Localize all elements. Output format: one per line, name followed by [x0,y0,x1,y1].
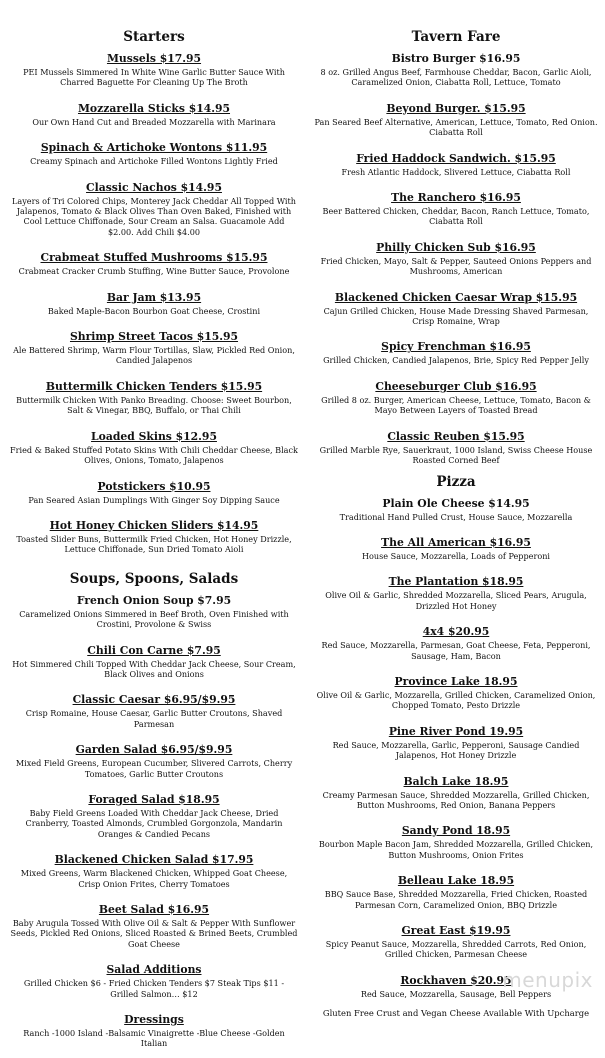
menu-item [8,325,300,366]
starters-section [8,30,300,555]
menu-item-description: Beer Battered Chicken, Cheddar, Bacon, Ranch Lettuce, Tomato, Ciabatta Roll [322,206,590,227]
menu-item-description: Layers of Tri Colored Chips, Monterey Jack Cheddar All Topped With Jalapenos, Tomato & Black Olives Than Oven Baked, Finished with Cool Lettuce Chiffonade, Sour Cream an Salsa. Guacamole Add $2.00. Add Chili $4.00 [12,195,296,237]
menu-item [312,47,600,88]
menu-item-name: Bistro Burger $16.95 [391,52,521,65]
menu-item-description: Bourbon Maple Bacon Jam, Shredded Mozzarella, Grilled Chicken, Button Mushrooms, Onion Frites [318,839,594,860]
menu-item-name: Beyond Burger. $15.95 [386,101,526,115]
menu-item [8,688,300,729]
menu-item-name: Province Lake 18.95 [394,674,518,688]
starters-list [8,47,300,555]
right-column [312,30,600,1019]
menu-item [312,720,600,761]
menu-item [312,492,600,522]
menu-item [312,236,600,277]
menu-item-name: Belleau Lake 18.95 [397,874,515,888]
menu-item-name: 4x4 $20.95 [422,625,490,639]
menu-item-name: Beet Salad $16.95 [98,903,210,916]
menu-item [8,286,300,316]
menu-item-description: Olive Oil & Garlic, Shredded Mozzarella, Sliced Pears, Arugula, Drizzled Hot Honey [325,590,587,611]
menu-item [8,639,300,680]
menu-item [8,848,300,889]
menu-item [312,335,600,365]
menu-item-description: Baby Field Greens Loaded With Cheddar Jack Cheese, Dried Cranberry, Toasted Almonds, Crumbled Gorgonzola, Mandarin Oranges & Candied Pecans [25,807,283,839]
menu-item-name: Great East $19.95 [401,924,511,937]
section-title-tavern: Tavern Fare [411,29,501,45]
menu-item-description: BBQ Sauce Base, Shredded Mozzarella, Fried Chicken, Roasted Parmesan Corn, Caramelized Onion, BBQ Drizzle [324,889,588,910]
menu-item-name: Sandy Pond 18.95 [401,824,511,838]
menu-item [8,898,300,949]
menu-item-description: Caramelized Onions Simmered in Beef Broth, Oven Finished with Crostini, Provolone & Swiss [19,608,289,630]
menu-item [8,958,300,999]
menu-item [8,738,300,779]
menu-item-description: Baked Maple-Bacon Bourbon Goat Cheese, Crostini [47,305,261,316]
menu-item-description: Grilled Marble Rye, Sauerkraut, 1000 Island, Swiss Cheese House Roasted Corned Beef [319,444,593,466]
menu-item-name: Balch Lake 18.95 [403,774,509,788]
menu-item [8,176,300,238]
menu-item-description: Olive Oil & Garlic, Mozzarella, Grilled Chicken, Caramelized Onion, Chopped Tomato, Pesto Drizzle [316,689,596,711]
menu-item-description: Fried & Baked Stuffed Potato Skins With Chili Cheddar Cheese, Black Olives, Onions, Tomato, Jalapenos [10,444,298,466]
menu-item-name: Mussels $17.95 [106,52,202,65]
menu-item-description: Pan Seared Asian Dumplings With Ginger Soy Dipping Sauce [28,494,280,505]
menu-item [8,788,300,839]
menu-item-description: Crabmeat Cracker Crumb Stuffing, Wine Butter Sauce, Provolone [18,266,290,277]
menu-item-name: Cheeseburger Club $16.95 [375,379,537,393]
menu-item [8,589,300,630]
menu-item [8,425,300,466]
menu-item-name: Plain Ole Cheese $14.95 [382,496,530,510]
menu-item-description: 8 oz. Grilled Angus Beef, Farmhouse Cheddar, Bacon, Garlic Aioli, Caramelized Onion, Ciabatta Roll, Lettuce, Tomato [320,67,592,88]
pizza-note: Gluten Free Crust and Vegan Cheese Available With Upcharge [322,1008,590,1019]
menu-item [312,147,600,177]
menu-item-description: Cajun Grilled Chicken, House Made Dressing Shaved Parmesan, Crisp Romaine, Wrap [323,305,589,327]
menu-item [8,375,300,416]
menu-item-description: PEI Mussels Simmered In White Wine Garlic Butter Sauce With Charred Baguette For Cleaning Up The Broth [23,67,285,88]
menu-item [312,819,600,860]
menu-item-name: Foraged Salad $18.95 [88,792,220,806]
menu-item-name: Fried Haddock Sandwich. $15.95 [356,151,556,165]
menu-item-description: Our Own Hand Cut and Breaded Mozzarella with Marinara [32,116,276,127]
menu-item-description: Red Sauce, Mozzarella, Garlic, Pepperoni, Sausage Candied Jalapenos, Hot Honey Drizzle [332,739,580,761]
menu-item-name: Shrimp Street Tacos $15.95 [69,330,239,344]
menu-item-description: Red Sauce, Mozzarella, Parmesan, Goat Cheese, Feta, Pepperoni, Sausage, Ham, Bacon [321,640,591,661]
menu-item-description: Grilled Chicken, Candied Jalapenos, Brie, Spicy Red Pepper Jelly [323,355,589,366]
menu-item [312,375,600,416]
section-title-pizza: Pizza [436,473,476,490]
soups-list [8,589,300,1049]
pizza-section [312,475,600,1020]
menu-item-name: Loaded Skins $12.95 [91,429,217,443]
menu-item-description: Buttermilk Chicken With Panko Breading. Choose: Sweet Bourbon, Salt & Vinegar, BBQ, Buffalo, or Thai Chili [16,394,292,416]
menu-item [8,475,300,505]
menu-item [8,47,300,88]
menu-item-name: Philly Chicken Sub $16.95 [376,240,536,254]
menu-item-name: Garden Salad $6.95/$9.95 [75,743,233,757]
menu-item [312,620,600,661]
tavern-list [312,47,600,466]
menu-item-description: Mixed Greens, Warm Blackened Chicken, Whipped Goat Cheese, Crisp Onion Frites, Cherry Tomatoes [20,868,288,889]
menu-item [8,136,300,166]
menu-item [312,570,600,611]
menu-item-description: Fried Chicken, Mayo, Salt & Pepper, Sauteed Onions Peppers and Mushrooms, American [320,255,592,277]
menu-item-name: Buttermilk Chicken Tenders $15.95 [45,379,263,393]
menu-item [312,186,600,227]
menu-item [8,1008,300,1049]
menu-item-description: Pan Seared Beef Alternative, American, Lettuce, Tomato, Red Onion. Ciabatta Roll [314,116,598,138]
menu-item-description: Traditional Hand Pulled Crust, House Sauce, Mozzarella [339,511,573,522]
menu-item-description: Creamy Spinach and Artichoke Filled Wontons Lightly Fried [30,156,278,167]
pizza-list [312,492,600,1000]
menu-item-name: Hot Honey Chicken Sliders $14.95 [49,518,259,532]
menu-item-name: Salad Additions [106,963,202,977]
menu-item-description: Toasted Slider Buns, Buttermilk Fried Chicken, Hot Honey Drizzle, Lettuce Chiffonade, Sun Dried Tomato Aioli [16,533,292,555]
menu-item-description: Red Sauce, Mozzarella, Sausage, Bell Peppers [360,988,552,999]
menu-item-name: Potstickers $10.95 [97,479,211,493]
menu-item-name: The All American $16.95 [381,535,531,549]
tavern-section [312,30,600,466]
menu-item-name: Mozzarella Sticks $14.95 [77,101,231,115]
menu-item-name: The Ranchero $16.95 [391,191,521,205]
menu-item-description: Ale Battered Shrimp, Warm Flour Tortillas, Slaw, Pickled Red Onion, Candied Jalapenos [13,345,295,366]
menu-item [312,286,600,327]
menu-item-name: Pine River Pond 19.95 [388,724,524,738]
menu-item [8,97,300,127]
section-title-starters: Starters [123,29,185,45]
menu-item [312,531,600,561]
menu-item-name: Spicy Frenchman $16.95 [381,340,531,354]
menu-item-description: Hot Simmered Chili Topped With Cheddar Jack Cheese, Sour Cream, Black Olives and Onions [12,658,296,679]
menu-item-name: Classic Nachos $14.95 [86,180,222,194]
menu-item [312,97,600,138]
menu-item-name: Rockhaven $20.95 [400,973,512,987]
menu-item-name: Blackened Chicken Salad $17.95 [54,853,254,867]
menu-item-name: French Onion Soup $7.95 [76,593,232,607]
menu-item-description: Mixed Field Greens, European Cucumber, Slivered Carrots, Cherry Tomatoes, Garlic Butter Croutons [15,758,293,779]
menu-item [8,246,300,276]
menu-item-name: Bar Jam $13.95 [106,290,202,304]
menu-item-description: Baby Arugula Tossed With Olive Oil & Salt & Pepper With Sunflower Seeds, Pickled Red Onions, Sliced Roasted & Brined Beets, Crumbled Goat Cheese [10,918,298,949]
menu-item-name: Blackened Chicken Caesar Wrap $15.95 [334,290,578,304]
menu-item [312,770,600,811]
menupix-watermark: menupix [502,968,593,992]
menu-item [312,919,600,960]
menu-item-description: Grilled 8 oz. Burger, American Cheese, Lettuce, Tomato, Bacon & Mayo Between Layers of Toasted Bread [321,394,591,416]
left-column [8,30,300,1058]
menu-item-description: House Sauce, Mozzarella, Loads of Pepperoni [361,550,551,561]
menu-item-name: The Plantation $18.95 [388,575,524,589]
menu-item-name: Crabmeat Stuffed Mushrooms $15.95 [40,251,268,265]
menu-item [312,670,600,711]
menu-item [312,425,600,466]
menu-item-name: Classic Caesar $6.95/$9.95 [72,693,236,707]
menu-item-description: Spicy Peanut Sauce, Mozzarella, Shredded Carrots, Red Onion, Grilled Chicken, Parmesan Cheese [325,939,587,960]
menu-item-name: Classic Reuben $15.95 [387,429,525,443]
menu-item-description: Grilled Chicken $6 - Fried Chicken Tenders $7 Steak Tips $11 - Grilled Salmon… $12 [23,978,285,999]
menu-item-description: Crisp Romaine, House Caesar, Garlic Butter Croutons, Shaved Parmesan [25,708,283,729]
menu-item [8,514,300,555]
menu-item-name: Dressings [124,1013,184,1027]
menu-item-name: Spinach & Artichoke Wontons $11.95 [40,141,268,155]
soups-section [8,572,300,1049]
menu-item-description: Ranch -1000 Island -Balsamic Vinaigrette -Blue Cheese -Golden Italian [23,1028,285,1049]
menu-item-description: Fresh Atlantic Haddock, Slivered Lettuce, Ciabatta Roll [341,166,571,177]
menu-item-name: Chili Con Carne $7.95 [87,643,221,657]
menu-item [312,869,600,910]
section-title-soups: Soups, Spoons, Salads [69,570,239,587]
menu-item-description: Creamy Parmesan Sauce, Shredded Mozzarella, Grilled Chicken, Button Mushrooms, Red Onion, Banana Peppers [322,789,590,810]
